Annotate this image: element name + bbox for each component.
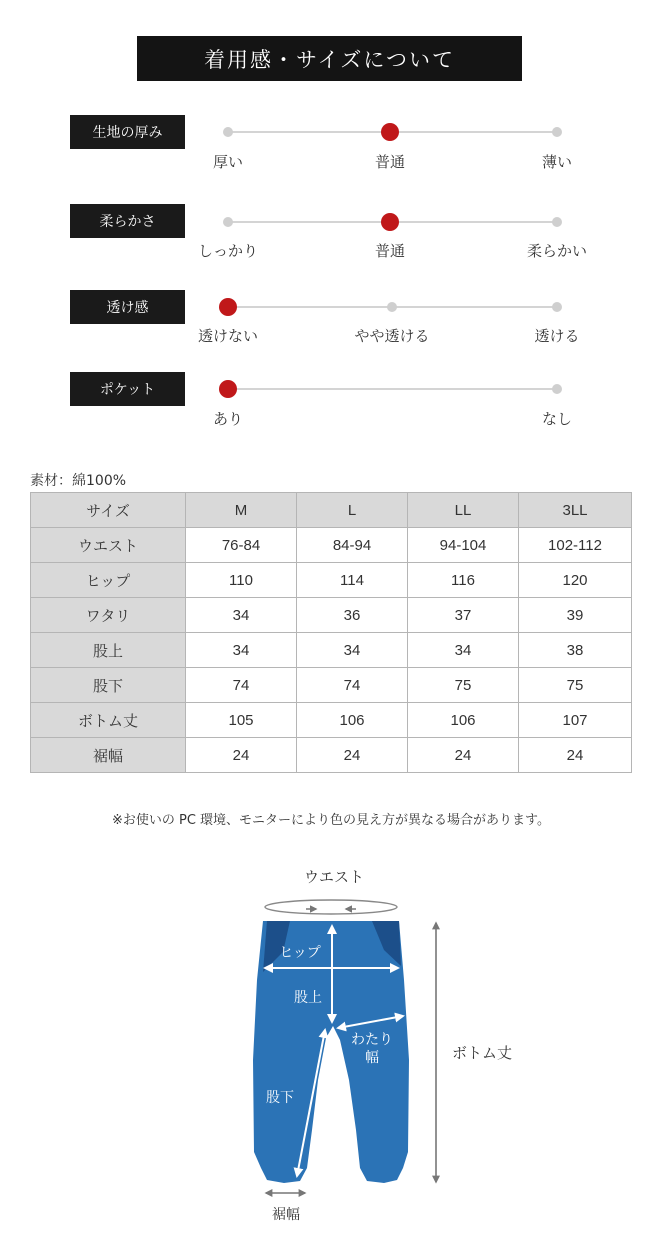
scale-option: やや透ける — [354, 327, 430, 345]
table-row-header: 股上 — [31, 633, 186, 668]
scale-option: 透けない — [197, 327, 259, 345]
section-title: 着用感・サイズについて — [204, 47, 455, 72]
table-cell: 34 — [297, 633, 408, 668]
scale-option: 厚い — [212, 153, 244, 171]
table-cell: 102-112 — [519, 528, 632, 563]
table-cell: 105 — [186, 703, 297, 738]
table-cell: 75 — [408, 668, 519, 703]
scale-option: 柔らかい — [526, 242, 588, 260]
table-cell: 24 — [408, 738, 519, 773]
table-header-cell: LL — [408, 493, 519, 528]
label-hem: 裾幅 — [272, 1207, 300, 1223]
table-row-header: ボトム丈 — [31, 703, 186, 738]
table-cell: 38 — [519, 633, 632, 668]
table-cell: 24 — [186, 738, 297, 773]
scale-option: しっかり — [197, 242, 259, 260]
table-header-cell: 3LL — [519, 493, 632, 528]
table-cell: 114 — [297, 563, 408, 598]
label-thigh-line1: わたり — [351, 1032, 393, 1048]
table-cell: 34 — [408, 633, 519, 668]
table-cell: 74 — [297, 668, 408, 703]
table-cell: 76-84 — [186, 528, 297, 563]
table-cell: 74 — [186, 668, 297, 703]
label-rise: 股上 — [294, 990, 322, 1006]
table-row-header: 股下 — [31, 668, 186, 703]
label-inseam: 股下 — [266, 1090, 294, 1106]
scale-option: あり — [212, 410, 244, 428]
table-cell: 34 — [186, 598, 297, 633]
table-cell: 75 — [519, 668, 632, 703]
attribute-label-thickness: 生地の厚み — [70, 115, 185, 149]
table-cell: 106 — [408, 703, 519, 738]
table-row-header: ヒップ — [31, 563, 186, 598]
table-cell: 39 — [519, 598, 632, 633]
table-cell: 110 — [186, 563, 297, 598]
table-cell: 120 — [519, 563, 632, 598]
table-cell: 106 — [297, 703, 408, 738]
table-cell: 116 — [408, 563, 519, 598]
table-header-cell: M — [186, 493, 297, 528]
table-header-cell: サイズ — [31, 493, 186, 528]
table-cell: 34 — [186, 633, 297, 668]
table-cell: 24 — [297, 738, 408, 773]
table-row-header: 裾幅 — [31, 738, 186, 773]
table-cell: 107 — [519, 703, 632, 738]
label-waist: ウエスト — [303, 868, 365, 886]
label-length: ボトム丈 — [451, 1044, 513, 1062]
material-text: 素材：綿100% — [30, 473, 127, 489]
table-row-header: ウエスト — [31, 528, 186, 563]
label-thigh-line2: 幅 — [365, 1050, 379, 1066]
table-row-header: ワタリ — [31, 598, 186, 633]
attribute-label-pocket: ポケット — [70, 372, 185, 406]
table-cell: 94-104 — [408, 528, 519, 563]
table-cell: 24 — [519, 738, 632, 773]
table-cell: 37 — [408, 598, 519, 633]
waist-ellipse — [265, 900, 397, 914]
scale-option: なし — [541, 410, 573, 428]
table-cell: 36 — [297, 598, 408, 633]
disclaimer-note: ※お使いの PC 環境、モニターにより色の見え方が異なる場合があります。 — [111, 813, 551, 828]
scale-option: 普通 — [374, 153, 406, 171]
attribute-label-sheerness: 透け感 — [70, 290, 185, 324]
scale-option: 薄い — [541, 153, 573, 171]
label-hip: ヒップ — [279, 945, 321, 961]
scale-option: 普通 — [374, 242, 406, 260]
table-cell: 84-94 — [297, 528, 408, 563]
attribute-label-softness: 柔らかさ — [70, 204, 185, 238]
table-header-cell: L — [297, 493, 408, 528]
scale-option: 透ける — [534, 327, 580, 345]
